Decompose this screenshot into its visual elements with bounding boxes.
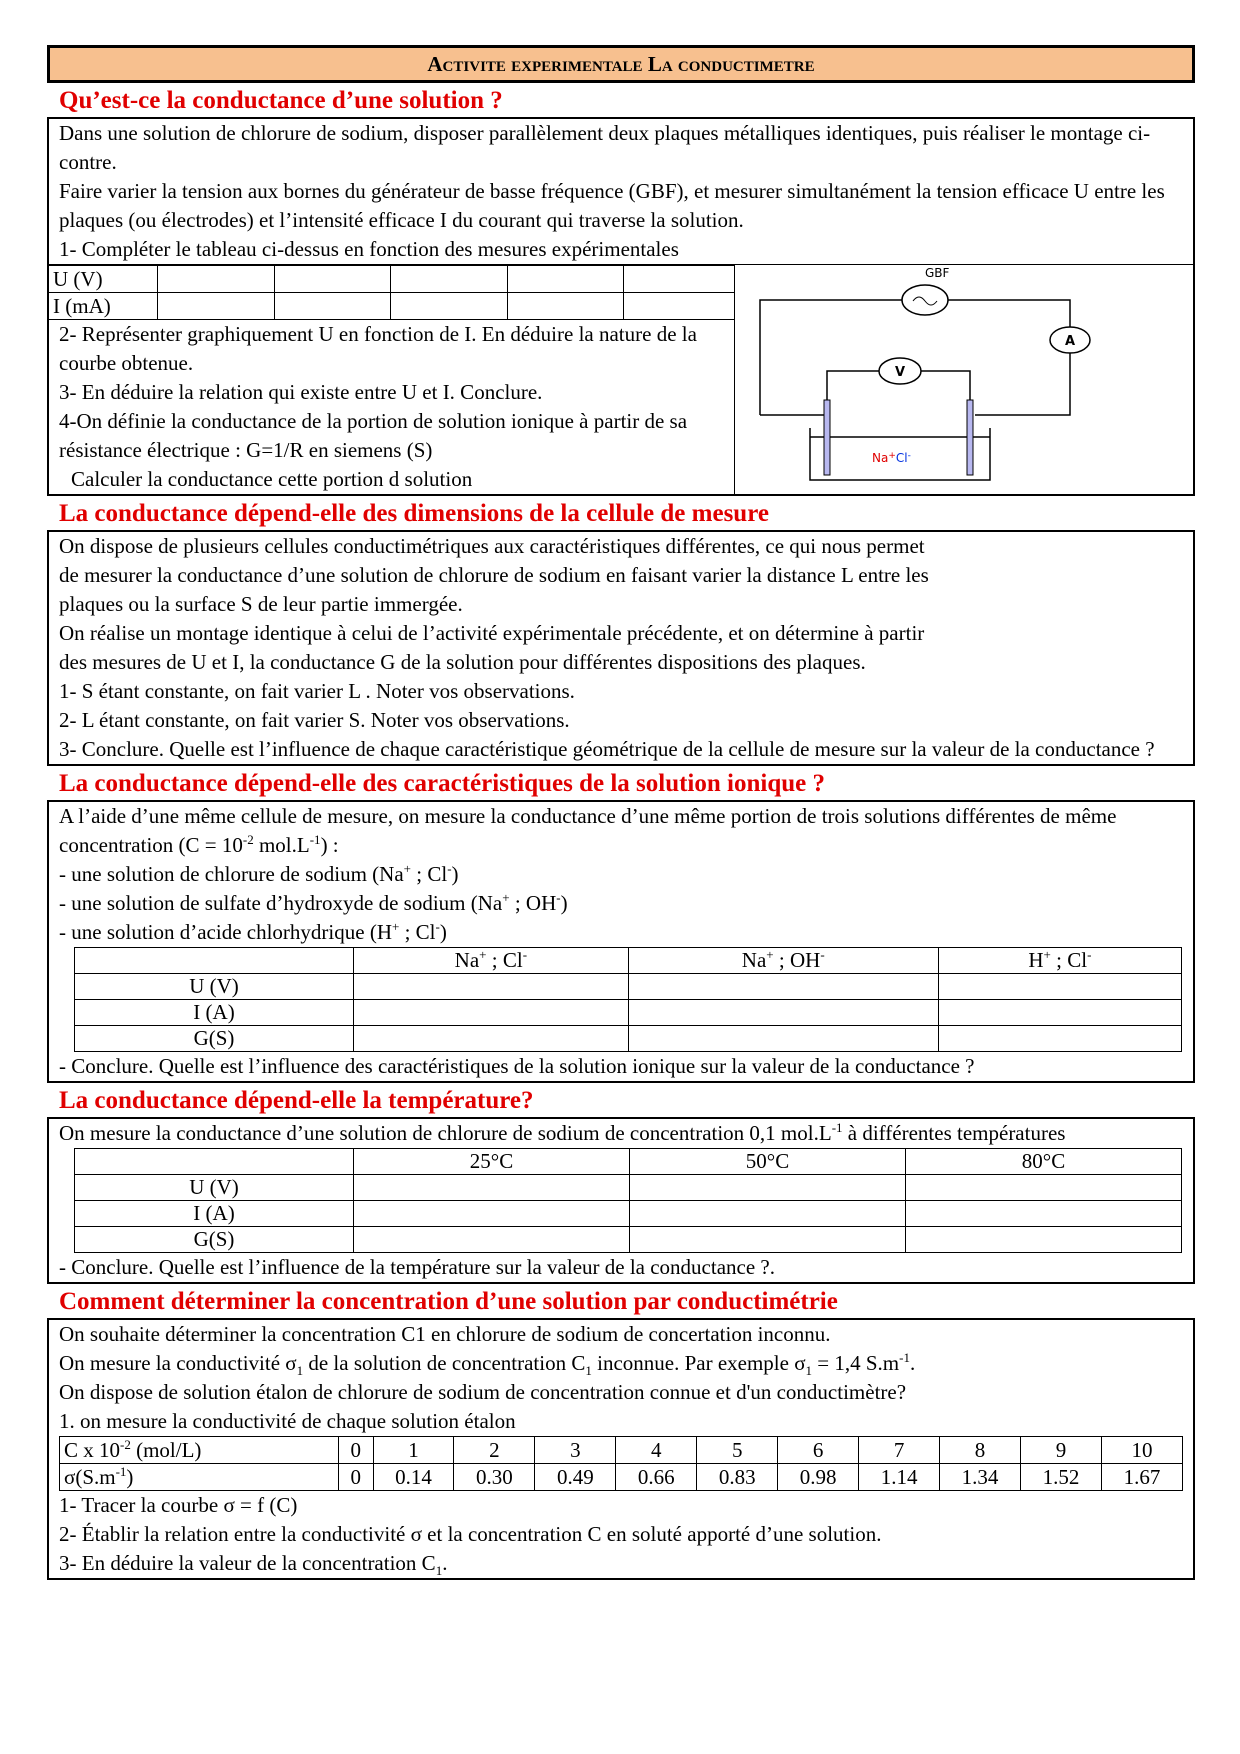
text-line: On dispose de plusieurs cellules conductimétriques aux caractéristiques différentes, ce qui nous permet [59,534,925,558]
cell[interactable] [628,1000,938,1026]
cell[interactable] [274,266,391,293]
c-value: 1 [373,1437,454,1464]
ammeter-icon [1050,327,1090,353]
cell[interactable] [354,1227,630,1253]
cell[interactable] [507,293,624,320]
s1-para: Faire varier la tension aux bornes du générateur de basse fréquence (GBF), et mesurer simultanément la tension efficace U entre les plaques (ou électrodes) et l’intensité efficace I du courant qui traverse la solution. [59,179,1165,232]
c-value: 10 [1101,1437,1182,1464]
sigma-value: 1.14 [859,1464,940,1491]
cell[interactable] [938,974,1181,1000]
text-line: 3- Conclure. Quelle est l’influence de chaque caractéristique géométrique de la cellule de mesure sur la valeur de la conductance ? [59,737,1155,761]
cell[interactable] [391,266,508,293]
gbf-label: GBF [925,266,950,280]
question: 2- Établir la relation entre la conductivité σ et la concentration C en soluté apporté d’une solution. [59,1522,882,1546]
c-value: 3 [535,1437,616,1464]
text-line: On réalise un montage identique à celui de l’activité expérimentale précédente, et on détermine à partir [59,621,925,645]
section-heading-5: Comment déterminer la concentration d’une solution par conductimétrie [59,1288,838,1315]
question: 1- Tracer la courbe σ = f (C) [59,1493,298,1517]
row-label: U (V) [49,266,158,293]
cell[interactable] [354,974,629,1000]
text-line: On mesure la conductivité $\sigma_1$ de la solution de concentration $C_1$ inconnue. Par exemple $\sigma_1 = 1,4$ $S.m^{-1}$. [59,1350,916,1379]
sigma-value: 0.66 [616,1464,697,1491]
cell[interactable] [354,1026,629,1052]
section-heading-1: Qu’est-ce la conductance d’une solution ? [59,87,503,114]
row-label: U (V) [75,1175,354,1201]
sigma-value: 0.14 [373,1464,454,1491]
intro: On mesure la conductance d’une solution de chlorure de sodium de concentration 0,1 $mol.L^{-1}$ à différentes températures [59,1120,1066,1145]
cell[interactable] [624,266,734,293]
worksheet [47,45,1195,1580]
svg-text:Na+Cl-: Na+Cl- [872,451,911,465]
section-heading-4: La conductance dépend-elle la température? [59,1087,534,1114]
cell[interactable] [630,1227,906,1253]
text-line: On dispose de solution étalon de chlorure de sodium de concentration connue et d'un conductimètre? [59,1380,907,1404]
cell[interactable] [354,1000,629,1026]
sigma-value: 0.83 [697,1464,778,1491]
cell[interactable] [624,293,734,320]
text-line: 1- S étant constante, on fait varier L . Noter vos observations. [59,679,575,703]
row-label: G(S) [75,1227,354,1253]
cell[interactable] [354,1201,630,1227]
intro: A l’aide d’une même cellule de mesure, on mesure la conductance d’une même portion de trois solutions différentes de même concentration ($C = 10^{-2}$ $mol.L^{-1}$) : [59,804,1117,857]
cell[interactable] [628,1026,938,1052]
page-title: Activite experimentale La conductimetre [47,45,1195,83]
row-label: I (mA) [49,293,158,320]
question: Calculer la conductance cette portion d solution [71,467,473,491]
c-value: 4 [616,1437,697,1464]
voltmeter-label: V [894,365,906,380]
section-2-box [47,530,1195,766]
row-label: G(S) [75,1026,354,1052]
sigma-value: 1.52 [1021,1464,1102,1491]
c-value: 2 [454,1437,535,1464]
section-1-box [47,117,1195,496]
col-header: Na+ ; OH- [628,948,938,974]
cell[interactable] [158,266,275,293]
cell[interactable] [354,1175,630,1201]
text-line: plaques ou la surface S de leur partie immergée. [59,592,463,616]
cell[interactable] [507,266,624,293]
text-line: de mesurer la conductance d’une solution de chlorure de sodium en faisant varier la distance L entre les [59,563,929,587]
c-value: 8 [940,1437,1021,1464]
list-item: - une solution d’acide chlorhydrique (H+ ; Cl-) [59,919,447,944]
temperature-table [74,1148,1182,1253]
c-value: 5 [697,1437,778,1464]
conclude: - Conclure. Quelle est l’influence des caractéristiques de la solution ionique sur la valeur de la conductance ? [59,1054,975,1078]
question: 3- En déduire la relation qui existe entre U et I. Conclure. [59,380,543,404]
circuit-diagram [735,265,1193,494]
sigma-value: 0.49 [535,1464,616,1491]
sigma-value: 0 [339,1464,374,1491]
section-3-box [47,800,1195,1083]
question: 4-On définie la conductance de la portion de solution ionique à partir de sa résistance électrique : G=1/R en siemens (S) [59,409,688,462]
question: 3- En déduire la valeur de la concentration $C_1$. [59,1551,448,1579]
cell[interactable] [628,974,938,1000]
col-header: 80°C [906,1149,1182,1175]
col-header: H+ ; Cl- [938,948,1181,974]
c-value: 7 [859,1437,940,1464]
col-header: 50°C [630,1149,906,1175]
c-value: 6 [778,1437,859,1464]
text-line: 1. on mesure la conductivité de chaque solution étalon [59,1409,516,1433]
c-value: 0 [339,1437,374,1464]
sigma-value: 1.67 [1101,1464,1182,1491]
question: 2- Représenter graphiquement U en fonction de I. En déduire la nature de la courbe obtenue. [59,322,697,375]
electrode-left [824,400,830,475]
cell[interactable] [906,1175,1182,1201]
section-heading-2: La conductance dépend-elle des dimensions de la cellule de mesure [59,500,769,527]
cell[interactable] [158,293,275,320]
cell[interactable] [630,1201,906,1227]
electrode-right [967,400,973,475]
text-line: 2- L étant constante, on fait varier S. Noter vos observations. [59,708,570,732]
solutions-table [74,947,1182,1052]
s1-para: 1- Compléter le tableau ci-dessus en fonction des mesures expérimentales [59,237,679,261]
row-label: I (A) [75,1201,354,1227]
list-item: - une solution de sulfate d’hydroxyde de sodium (Na+ ; OH-) [59,890,568,915]
sigma-value: 0.30 [454,1464,535,1491]
section-4-box [47,1117,1195,1284]
s1-para: Dans une solution de chlorure de sodium, disposer parallèlement deux plaques métalliques identiques, puis réaliser le montage ci-contre. [59,121,1151,174]
voltmeter-icon [879,358,921,384]
sigma-value: 0.98 [778,1464,859,1491]
row-label: U (V) [75,974,354,1000]
section-5-box [47,1318,1195,1580]
col-header: 25°C [354,1149,630,1175]
cell[interactable] [938,1000,1181,1026]
cell[interactable] [906,1201,1182,1227]
ui-table [49,265,734,320]
sigma-value: 1.34 [940,1464,1021,1491]
row-label: I (A) [75,1000,354,1026]
cell[interactable] [630,1175,906,1201]
text-line: On souhaite déterminer la concentration C1 en chlorure de sodium de concertation inconnu. [59,1322,831,1346]
c-value: 9 [1021,1437,1102,1464]
col-header: Na+ ; Cl- [354,948,629,974]
cell[interactable] [391,293,508,320]
list-item: - une solution de chlorure de sodium (Na+ ; Cl-) [59,861,459,886]
section-heading-3: La conductance dépend-elle des caractéristiques de la solution ionique ? [59,770,825,797]
calibration-table [59,1436,1183,1491]
gbf-icon [902,285,948,315]
conclude: - Conclure. Quelle est l’influence de la température sur la valeur de la conductance ?. [59,1255,775,1279]
text-line: des mesures de U et I, la conductance G de la solution pour différentes dispositions des plaques. [59,650,866,674]
cell[interactable] [938,1026,1181,1052]
cell[interactable] [906,1227,1182,1253]
cell[interactable] [274,293,391,320]
ammeter-label: A [1064,334,1076,349]
row-label: $\sigma(S.m^{-1})$ [60,1464,339,1491]
row-label: C x $10^{-2}$ (mol/L) [60,1437,339,1464]
